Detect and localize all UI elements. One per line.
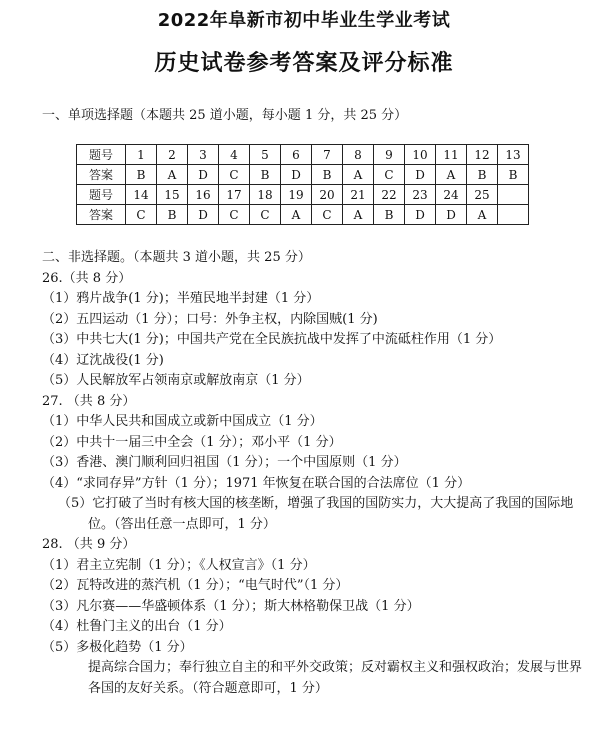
q27-label: 27. （共 8 分） <box>42 393 136 409</box>
table-cell: D <box>281 165 312 185</box>
table-cell: B <box>498 165 529 185</box>
table-cell-empty <box>498 205 529 225</box>
table-cell-label: 答案 <box>77 205 126 225</box>
table-cell: 9 <box>374 145 405 165</box>
table-cell: 7 <box>312 145 343 165</box>
q26-item-1: （1）鸦片战争(1 分)；半殖民地半封建（1 分） <box>42 291 320 306</box>
table-cell: 13 <box>498 145 529 165</box>
q28-item-2: （2）瓦特改进的蒸汽机（1 分）；“电气时代”（1 分） <box>42 578 349 593</box>
q27-item-1: （1）中华人民共和国成立或新中国成立（1 分） <box>42 414 323 429</box>
table-cell-label: 答案 <box>77 165 126 185</box>
table-cell: 8 <box>343 145 374 165</box>
table-cell: A <box>343 205 374 225</box>
q28-label: 28. （共 9 分） <box>42 537 136 552</box>
table-cell: 25 <box>467 185 498 205</box>
table-cell: 1 <box>126 145 157 165</box>
table-cell: C <box>219 165 250 185</box>
table-cell: 11 <box>436 145 467 165</box>
q26-label: 26.（共 8 分） <box>42 270 132 286</box>
q28-item-5: （5）多极化趋势（1 分） <box>42 639 193 655</box>
q27-item-2: （2）中共十一届三中全会（1 分）；邓小平（1 分） <box>42 434 342 450</box>
table-cell: 3 <box>188 145 219 165</box>
table-cell: C <box>126 205 157 225</box>
table-cell: D <box>188 165 219 185</box>
q26-item-5: （5）人民解放军占领南京或解放南京（1 分） <box>42 373 310 388</box>
table-cell: A <box>436 165 467 185</box>
table-cell: B <box>312 165 343 185</box>
table-cell: C <box>219 205 250 225</box>
table-row <box>77 185 529 205</box>
table-cell: 6 <box>281 145 312 165</box>
table-row <box>77 145 529 165</box>
part2-heading: 二、非选择题。（本题共 3 道小题，共 25 分） <box>42 250 311 265</box>
answer-table <box>76 144 529 225</box>
table-row <box>77 165 529 185</box>
table-cell: B <box>467 165 498 185</box>
table-cell: 24 <box>436 185 467 205</box>
table-cell: 14 <box>126 185 157 205</box>
table-cell: D <box>405 205 436 225</box>
table-cell: D <box>188 205 219 225</box>
table-cell: 23 <box>405 185 436 205</box>
table-row <box>77 205 529 225</box>
table-cell: A <box>343 165 374 185</box>
q28-item-1: （1）君主立宪制（1 分）；《人权宣言》（1 分） <box>42 557 316 573</box>
table-cell: 10 <box>405 145 436 165</box>
table-cell: B <box>374 205 405 225</box>
table-cell: A <box>467 205 498 225</box>
table-cell: B <box>250 165 281 185</box>
table-cell: 2 <box>157 145 188 165</box>
table-cell: 12 <box>467 145 498 165</box>
q27-item-4: （4）“求同存异”方针（1 分）；1971 年恢复在联合国的合法席位（1 分） <box>42 475 471 491</box>
table-cell-label: 题号 <box>77 185 126 205</box>
table-cell: C <box>312 205 343 225</box>
table-cell: A <box>281 205 312 225</box>
q27-item-3: （3）香港、澳门顺利回归祖国（1 分）；一个中国原则（1 分） <box>42 455 407 470</box>
q26-item-3: （3）中共七大(1 分)；中国共产党在全民族抗战中发挥了中流砥柱作用（1 分） <box>42 332 502 347</box>
q28-item-3: （3）凡尔赛——华盛顿体系（1 分）；斯大林格勒保卫战（1 分） <box>42 598 420 614</box>
q26-item-2: （2）五四运动（1 分）；口号：外争主权，内除国贼(1 分) <box>42 311 378 327</box>
q28-extra: 提高综合国力；奉行独立自主的和平外交政策；反对霸权主义和强权政治；发展与世界各国的友好关系。（符合题意即可，1 分） <box>88 660 583 696</box>
q28-item-4: （4）杜鲁门主义的出台（1 分） <box>42 619 232 634</box>
table-cell: 21 <box>343 185 374 205</box>
table-cell-empty <box>498 185 529 205</box>
table-cell-label: 题号 <box>77 145 126 165</box>
table-cell: 15 <box>157 185 188 205</box>
table-cell: A <box>157 165 188 185</box>
q27-item-5: （5）它打破了当时有核大国的核垄断，增强了我国的国防实力，大大提高了我国的国际地位。（答出任意一点即可，1 分） <box>58 496 574 532</box>
part1-heading: 一、单项选择题（本题共 25 道小题，每小题 1 分，共 25 分） <box>42 108 408 123</box>
table-cell: 22 <box>374 185 405 205</box>
table-cell: 16 <box>188 185 219 205</box>
table-cell: C <box>374 165 405 185</box>
table-cell: 20 <box>312 185 343 205</box>
part2-body <box>42 248 587 699</box>
table-cell: C <box>250 205 281 225</box>
table-cell: 18 <box>250 185 281 205</box>
table-cell: 19 <box>281 185 312 205</box>
document-subtitle: 历史试卷参考答案及评分标准 <box>154 51 454 76</box>
table-cell: B <box>157 205 188 225</box>
q26-item-4: （4）辽沈战役(1 分) <box>42 352 164 368</box>
table-cell: 5 <box>250 145 281 165</box>
table-cell: 17 <box>219 185 250 205</box>
table-cell: D <box>436 205 467 225</box>
document-title: 2022年阜新市初中毕业生学业考试 <box>157 10 451 31</box>
table-cell: B <box>126 165 157 185</box>
table-cell: 4 <box>219 145 250 165</box>
table-cell: D <box>405 165 436 185</box>
